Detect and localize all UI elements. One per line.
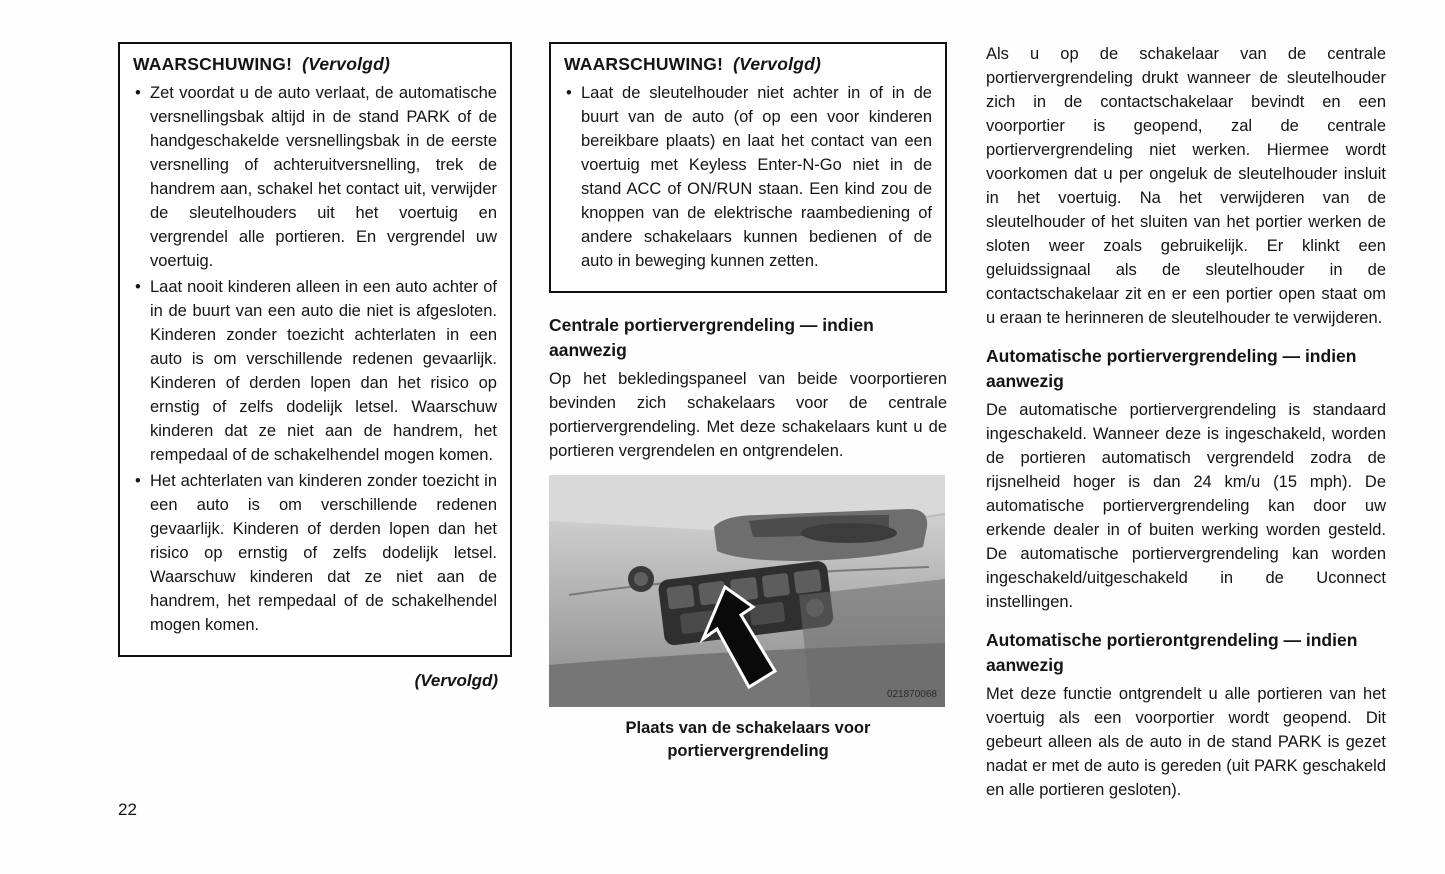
left-column [118,42,512,691]
warning-bullet: • Laat nooit kinderen alleen in een auto achter of in de buurt van een auto die niet is afgesloten. Kinderen zonder toezicht achterlaten in een auto is om verschillende redenen gevaarlijk. Kinderen of derden lopen dan het risico op ernstig of zelfs dodelijk letsel. Waarschuw kinderen dat ze niet aan de handrem, het rempedaal of de schakelhendel mogen komen. [133,275,497,467]
page-number: 22 [118,800,137,819]
figure-door-panel [549,475,947,763]
figure-code: 021870068 [886,689,937,700]
section-heading-central-locking: Centrale portiervergrendeling — indien aanwezig [549,315,874,360]
warning-title [564,54,932,75]
warning-title-text: WAARSCHUWING! [133,54,293,74]
warning-title-suffix: (Vervolgd) [302,54,390,74]
warning-title-text: WAARSCHUWING! [564,54,724,74]
section-heading-auto-lock: Automatische portiervergrendeling — indien aanwezig [986,346,1357,391]
warning-bullet-list [564,81,932,273]
warning-box-left [118,42,512,657]
warning-bullet: • Zet voordat u de auto verlaat, de automatische versnellingsbak altijd in de stand PARK of de handgeschakelde versnellingsbak in de eerste versnelling of achteruitversnelling, trek de handrem aan, schakel het contact uit, verwijder de sleutelhouders uit het voertuig en vergrendel alle portieren. En vergrendel uw voertuig. [133,81,497,273]
warning-title-suffix: (Vervolgd) [733,54,821,74]
right-column [986,42,1386,808]
section-body-auto-unlock: Met deze functie ontgrendelt u alle portieren van het voertuig als een voorportier wordt geopend. Dit gebeurt alleen als de auto in de stand PARK is gezet nadat er met de auto is gereden (uit PARK geschakeld en alle portieren gesloten). [986,685,1386,799]
figure-caption: Plaats van de schakelaars voor portiervergrendeling [625,719,871,760]
door-panel-illustration [549,475,945,707]
continued-note: (Vervolgd) [414,671,498,690]
warning-box-middle [549,42,947,293]
warning-bullet-list [133,81,497,637]
middle-column [549,42,947,763]
warning-bullet: • Laat de sleutelhouder niet achter in of in de buurt van de auto (of op een voor kinderen bereikbare plaats) en laat het contact van een voertuig met Keyless Enter-N-Go niet in de stand ACC of ON/RUN staan. Een kind zou de knoppen van de elektrische raambediening of andere schakelaars kunnen bedienen of de auto in beweging kunnen zetten. [564,81,932,273]
section-heading-auto-unlock: Automatische portierontgrendeling — indien aanwezig [986,630,1358,675]
warning-title [133,54,497,75]
right-intro-paragraph: Als u op de schakelaar van de centrale portiervergrendeling drukt wanneer de sleutelhouder zich in de contactschakelaar bevindt en een voorportier is geopend, zal de centrale portiervergrendeling niet werken. Hiermee wordt voorkomen dat u per ongeluk de sleutelhouder insluit in het voertuig. Na het verwijderen van de sleutelhouder of het sluiten van het portier werken de sloten weer zoals gebruikelijk. Er klinkt een geluidssignaal als de sleutelhouder in de contactschakelaar zit en er een portier open staat om u eraan te herinneren de sleutelhouder te verwijderen. [986,45,1386,327]
warning-bullet: • Het achterlaten van kinderen zonder toezicht in een auto is om verschillende redenen gevaarlijk. Kinderen of derden lopen dan het risico op ernstig of zelfs dodelijk letsel. Waarschuw kinderen dat ze niet aan de handrem, het rempedaal of de schakelhendel mogen komen. [133,469,497,637]
section-body: Op het bekledingspaneel van beide voorportieren bevinden zich schakelaars voor de centrale portiervergrendeling. Met deze schakelaars kunt u de portieren vergrendelen en ontgrendelen. [549,370,947,460]
section-body-auto-lock: De automatische portiervergrendeling is standaard ingeschakeld. Wanneer deze is ingeschakeld, worden de portieren automatisch vergrendeld zodra de rijsnelheid hoger is dan 24 km/u (15 mph). De automatische portiervergrendeling kan door uw erkende dealer in of buiten werking worden gesteld. De automatische portiervergrendeling kan worden ingeschakeld/uitgeschakeld in de Uconnect instellingen. [986,401,1386,611]
